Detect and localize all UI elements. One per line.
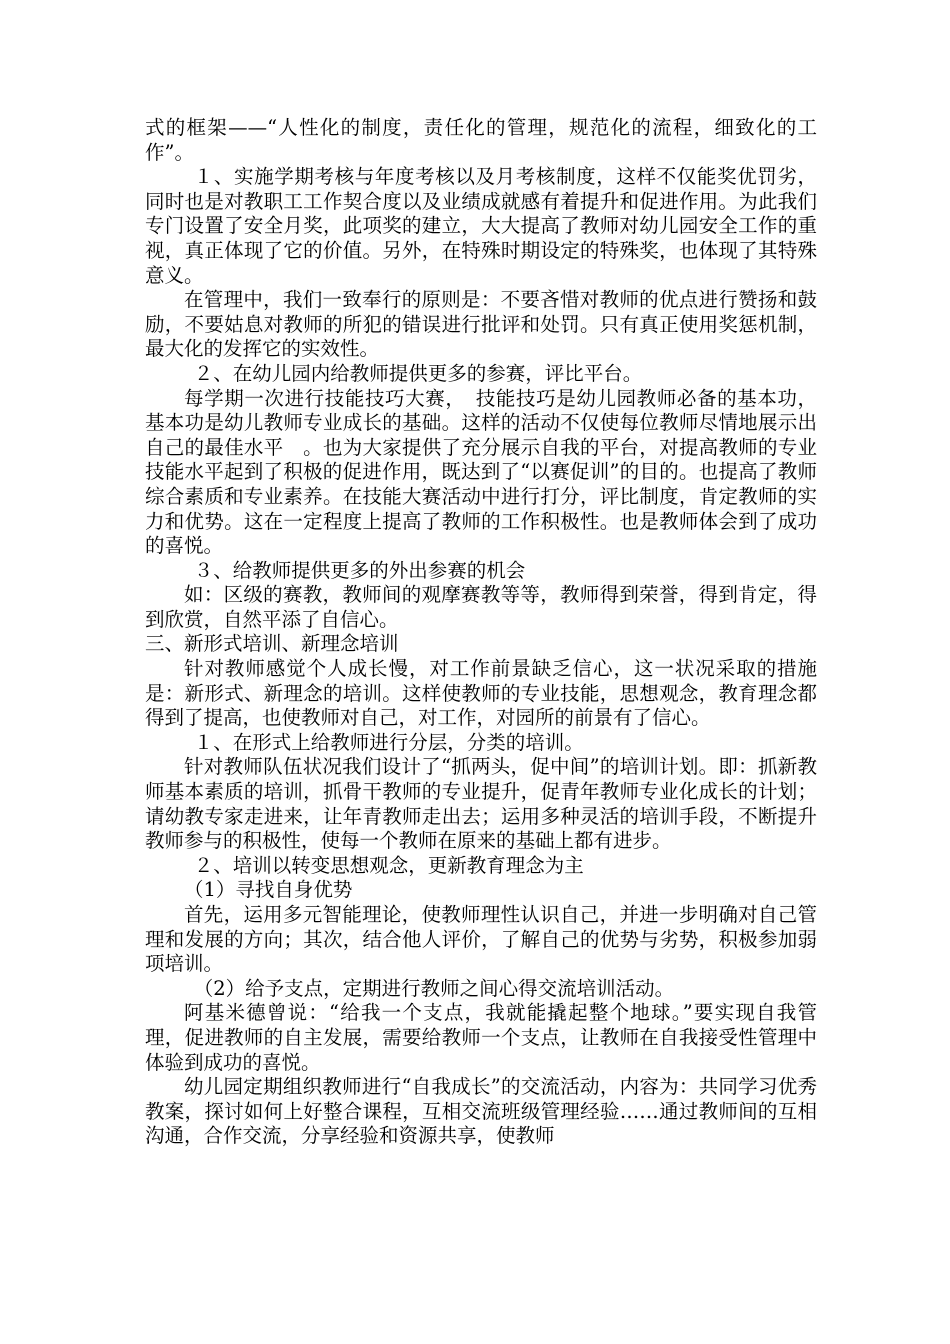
paragraph-6: ３、给教师提供更多的外出参赛的机会	[193, 558, 526, 582]
paragraph-5: 每学期一次进行技能技巧大赛， 技能技巧是幼儿园教师必备的基本功，基本功是幼儿教师专业成长的基础。这样的活动不仅使每位教师尽情地展示出自己的最佳水平 。也为大家提供了充分展示自我的平台，对提高教师的专业技能水平起到了积极的促进作用，既达到了“以赛促训”的目的。也提高了教师综合素质和专业素养。在技能大赛活动中进行打分，评比制度，肯定教师的实力和优势。这在一定程度上提高了教师的工作积极性。也是教师体会到了成功的喜悦。	[145, 386, 817, 558]
paragraph-13: （1）寻找自身优势	[184, 878, 353, 902]
paragraph-1: 式的框架——“人性化的制度，责任化的管理，规范化的流程，细致化的工作”。	[145, 116, 817, 164]
paragraph-2: １、实施学期考核与年度考核以及月考核制度，这样不仅能奖优罚劣，同时也是对教职工工作契合度以及业绩成就感有着提升和促进作用。为此我们专门设置了安全月奖，此项奖的建立，大大提高了教师对幼儿园安全工作的重视，真正体现了它的价值。另外，在特殊时期设定的特殊奖，也体现了其特殊意义。	[145, 165, 817, 287]
paragraph-14: 首先，运用多元智能理论，使教师理性认识自己，并进一步明确对自己管理和发展的方向；其次，结合他人评价，了解自己的优势与劣势，积极参加弱项培训。	[145, 903, 817, 976]
paragraph-10: １、在形式上给教师进行分层，分类的培训。	[193, 730, 584, 754]
section-heading: 三、新形式培训、新理念培训	[145, 632, 399, 656]
paragraph-4: ２、在幼儿园内给教师提供更多的参赛，评比平台。	[193, 361, 643, 385]
paragraph-16: 阿基米德曾说：“给我一个支点，我就能撬起整个地球。”要实现自我管理，促进教师的自主发展，需要给教师一个支点，让教师在自我接受性管理中体验到成功的喜悦。	[145, 1001, 817, 1074]
paragraph-3: 在管理中，我们一致奉行的原则是：不要吝惜对教师的优点进行赞扬和鼓励，不要姑息对教师的所犯的错误进行批评和处罚。只有真正使用奖惩机制，最大化的发挥它的实效性。	[145, 288, 817, 361]
paragraph-15: （2）给予支点，定期进行教师之间心得交流培训活动。	[193, 976, 675, 1000]
document-page	[145, 116, 817, 1149]
paragraph-9: 针对教师感觉个人成长慢，对工作前景缺乏信心，这一状况采取的措施是：新形式、新理念的培训。这样使教师的专业技能，思想观念，教育理念都得到了提高，也使教师对自己，对工作，对园所的前景有了信心。	[145, 657, 817, 730]
paragraph-12: ２、培训以转变思想观念，更新教育理念为主	[193, 853, 584, 877]
paragraph-17: 幼儿园定期组织教师进行“自我成长”的交流活动，内容为：共同学习优秀教案，探讨如何上好整合课程，互相交流班级管理经验……通过教师间的互相沟通，合作交流，分享经验和资源共享，使教师	[145, 1075, 817, 1148]
paragraph-7: 如：区级的赛教，教师间的观摩赛教等等，教师得到荣誉，得到肯定，得到欣赏，自然平添了自信心。	[145, 583, 817, 631]
paragraph-11: 针对教师队伍状况我们设计了“抓两头，促中间”的培训计划。即：抓新教师基本素质的培训，抓骨干教师的专业提升，促青年教师专业化成长的计划；请幼教专家走进来，让年青教师走出去；运用多种灵活的培训手段，不断提升教师参与的积极性，使每一个教师在原来的基础上都有进步。	[145, 755, 817, 853]
